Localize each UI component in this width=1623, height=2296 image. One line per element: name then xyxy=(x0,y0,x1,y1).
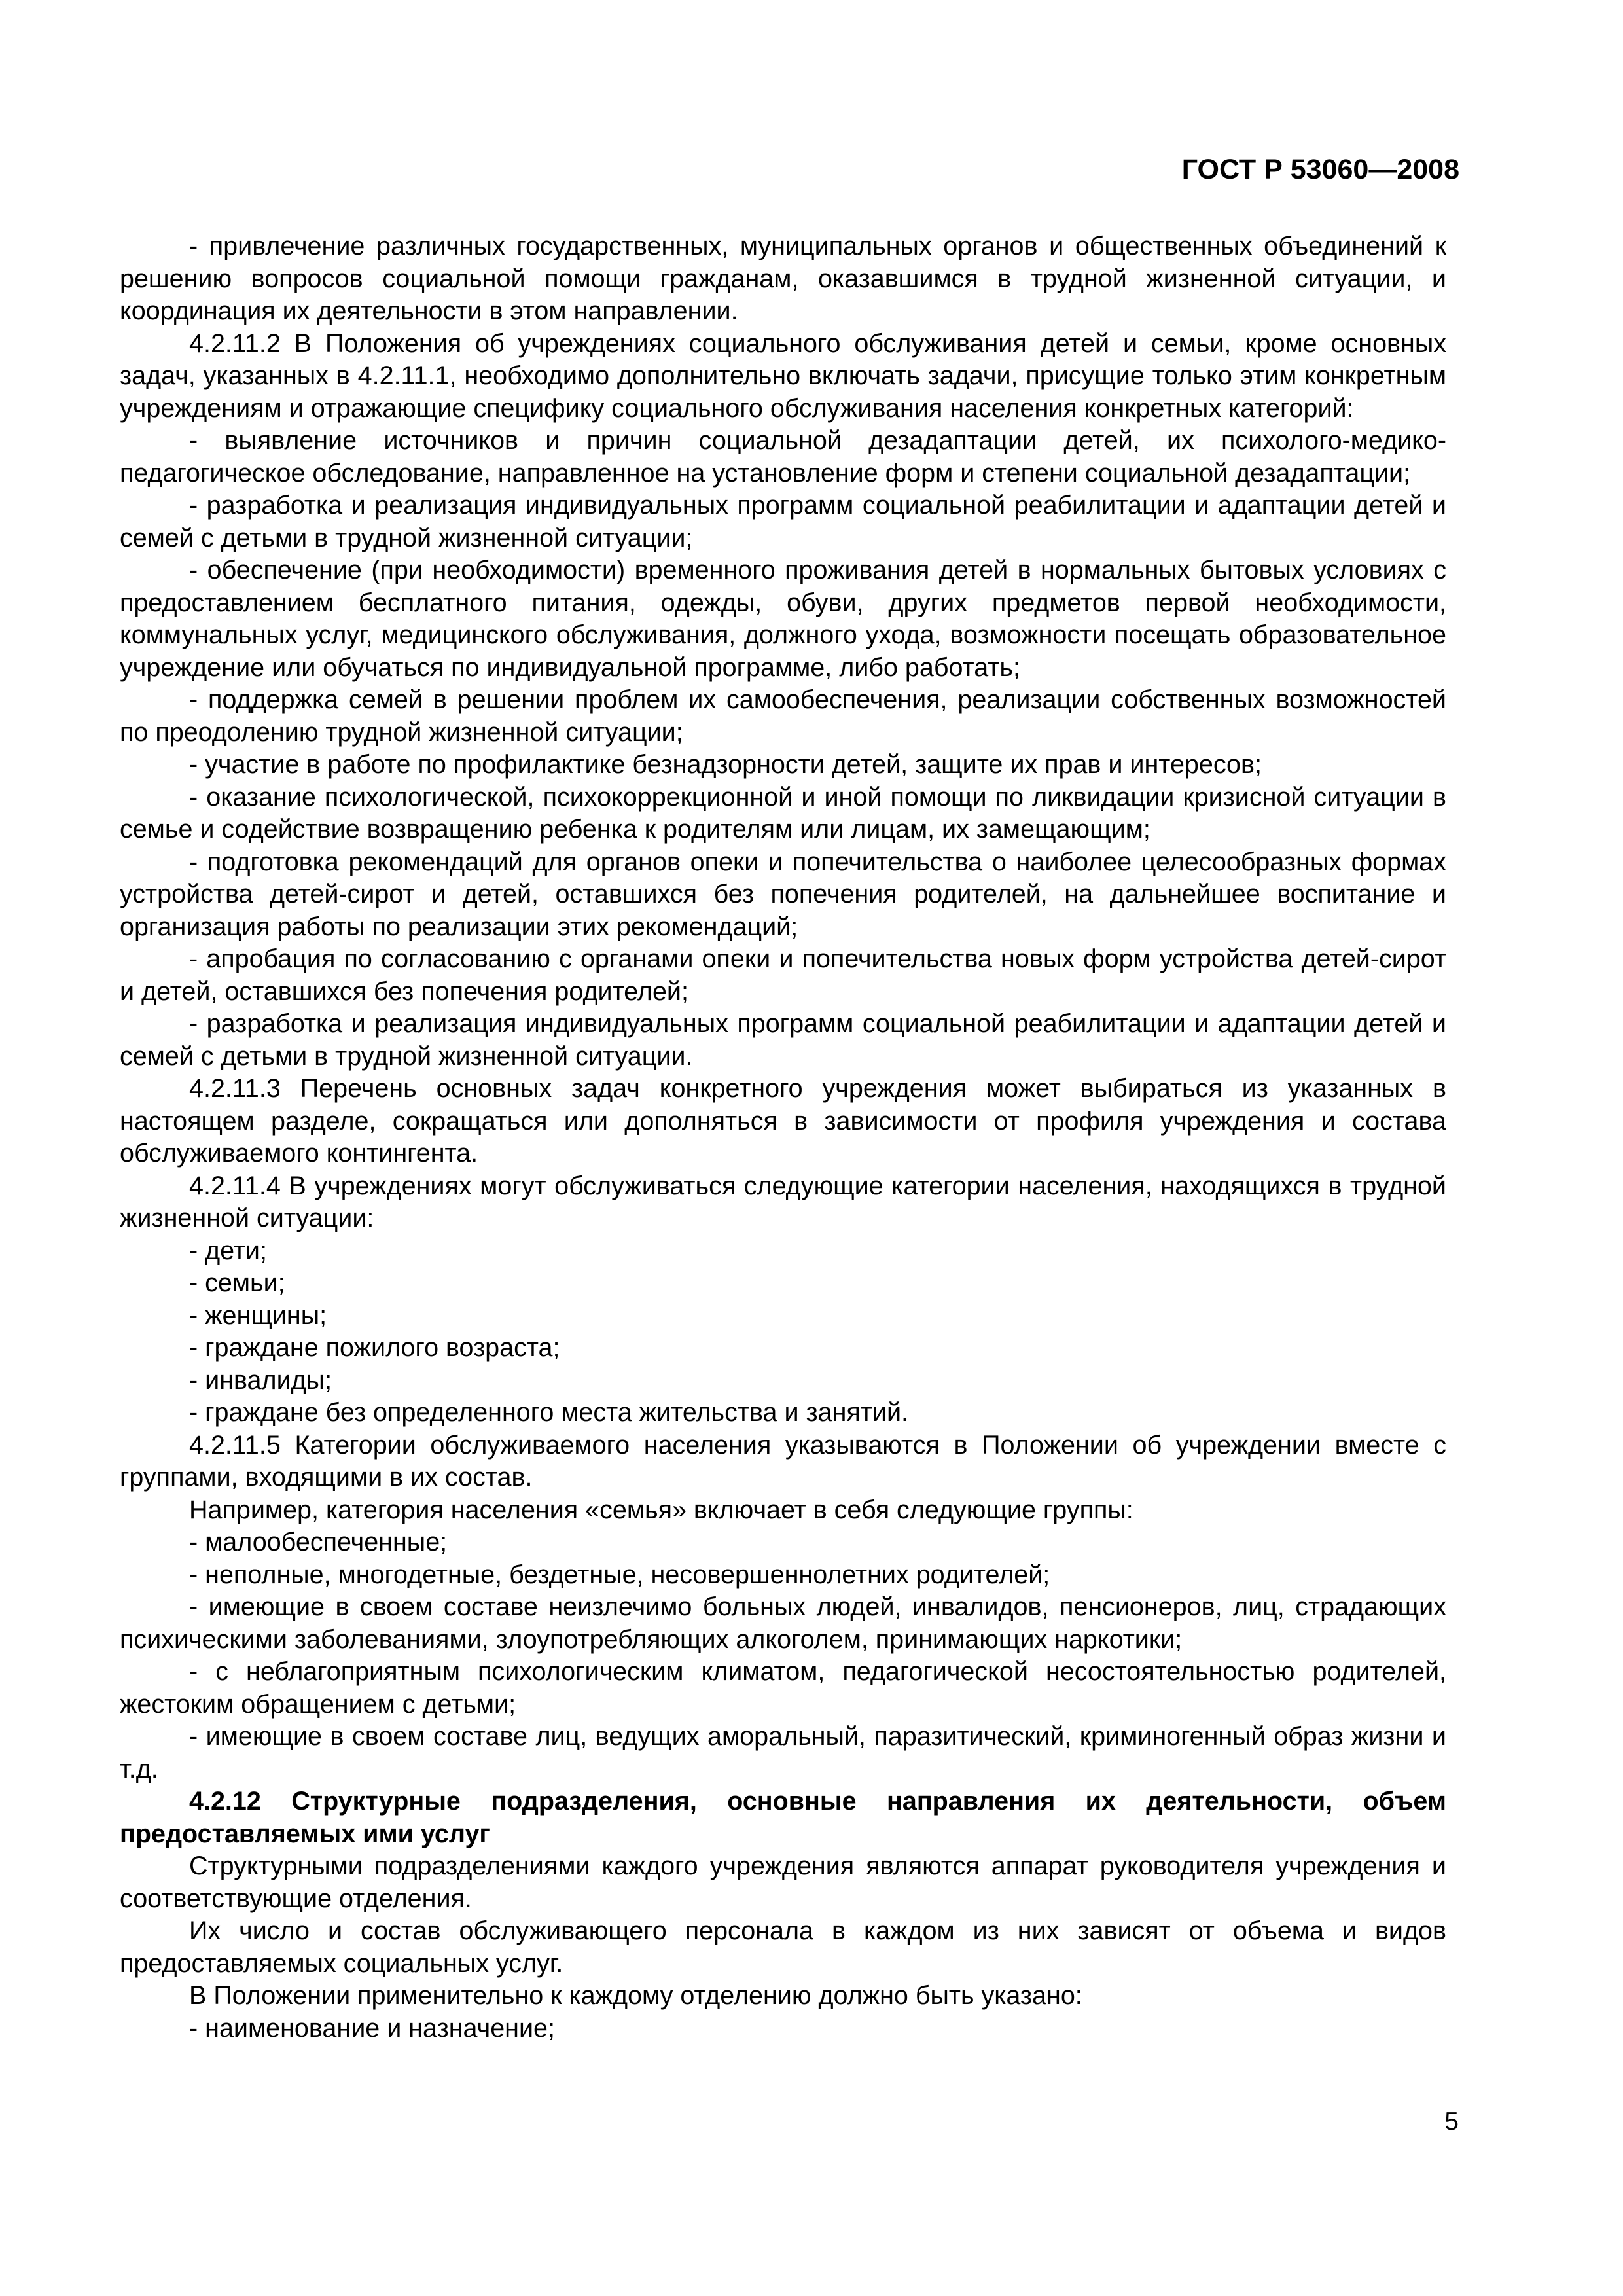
paragraph: - разработка и реализация индивидуальных программ социальной реабилитации и адаптации детей и семей с детьми в трудной жизненной ситуации. xyxy=(120,1009,1446,1071)
paragraph: - разработка и реализация индивидуальных программ социальной реабилитации и адаптации детей и семей с детьми в трудной жизненной ситуации; xyxy=(120,491,1446,552)
list-item: - имеющие в своем составе лиц, ведущих аморальный, паразитический, криминогенный образ жизни и т.д. xyxy=(120,1722,1446,1784)
page-number: 5 xyxy=(1444,2108,1459,2136)
paragraph: - выявление источников и причин социальной дезадаптации детей, их психолого-медико-педагогическое обследование, направленное на установление форм и степени социальной дезадаптации; xyxy=(120,426,1446,488)
document-body xyxy=(120,230,1446,2045)
list-item: - семьи; xyxy=(189,1268,285,1297)
paragraph: - подготовка рекомендаций для органов опеки и попечительства о наиболее целесообразных формах устройства детей-сирот и детей, оставшихся без попечения родителей, на дальнейшее воспитание и организация работы по реализации этих рекомендаций; xyxy=(120,847,1446,941)
paragraph: 4.2.11.5 Категории обслуживаемого населения указываются в Положении об учреждении вместе с группами, входящими в их состав. xyxy=(120,1430,1446,1492)
list-item: - неполные, многодетные, бездетные, несовершеннолетних родителей; xyxy=(189,1560,1050,1589)
paragraph: 4.2.11.3 Перечень основных задач конкретного учреждения может выбираться из указанных в настоящем разделе, сокращаться или дополняться в зависимости от профиля учреждения и состава обслуживаемого контингента. xyxy=(120,1074,1446,1168)
paragraph: Например, категория населения «семья» включает в себя следующие группы: xyxy=(189,1495,1133,1524)
section-heading: 4.2.12 Структурные подразделения, основные направления их деятельности, объем предоставляемых ими услуг xyxy=(120,1787,1446,1848)
paragraph: - апробация по согласованию с органами опеки и попечительства новых форм устройства детей-сирот и детей, оставшихся без попечения родителей; xyxy=(120,944,1446,1006)
paragraph: 4.2.11.4 В учреждениях могут обслуживаться следующие категории населения, находящихся в трудной жизненной ситуации: xyxy=(120,1171,1446,1232)
list-item: - граждане пожилого возраста; xyxy=(189,1333,560,1362)
paragraph: - обеспечение (при необходимости) временного проживания детей в нормальных бытовых условиях с предоставлением бесплатного питания, одежды, обуви, других предметов первой необходимости, коммунальных услуг, медицинского обслуживания, должного ухода, возможности посещать образовательное учреждение или обучаться по индивидуальной программе, либо работать; xyxy=(120,556,1446,682)
paragraph: - оказание психологической, психокоррекционной и иной помощи по ликвидации кризисной ситуации в семье и содействие возвращению ребенка к родителям или лицам, их замещающим; xyxy=(120,782,1446,844)
list-item: - женщины; xyxy=(189,1300,327,1330)
paragraph: - поддержка семей в решении проблем их самообеспечения, реализации собственных возможностей по преодолению трудной жизненной ситуации; xyxy=(120,685,1446,747)
paragraph: - привлечение различных государственных, муниципальных органов и общественных объединений к решению вопросов социальной помощи гражданам, оказавшимся в трудной жизненной ситуации, и координация их деятельности в этом направлении. xyxy=(120,232,1446,325)
list-item: - инвалиды; xyxy=(189,1365,332,1395)
document-header-standard-id: ГОСТ Р 53060—2008 xyxy=(1181,154,1459,185)
paragraph: В Положении применительно к каждому отделению должно быть указано: xyxy=(189,1981,1082,2010)
paragraph: 4.2.11.2 В Положения об учреждениях социального обслуживания детей и семьи, кроме основных задач, указанных в 4.2.11.1, необходимо дополнительно включать задачи, присущие только этим конкретным учреждениям и отражающие специфику социального обслуживания населения конкретных категорий: xyxy=(120,329,1446,423)
paragraph: Структурными подразделениями каждого учреждения являются аппарат руководителя учреждения и соответствующие отделения. xyxy=(120,1852,1446,1913)
list-item: - с неблагоприятным психологическим климатом, педагогической несостоятельностью родителей, жестоким обращением с детьми; xyxy=(120,1657,1446,1719)
list-item: - наименование и назначение; xyxy=(189,2013,555,2043)
paragraph: Их число и состав обслуживающего персонала в каждом из них зависят от объема и видов предоставляемых социальных услуг. xyxy=(120,1916,1446,1978)
list-item: - малообеспеченные; xyxy=(189,1528,448,1556)
list-item: - граждане без определенного места жительства и занятий. xyxy=(189,1398,908,1427)
list-item: - дети; xyxy=(189,1236,267,1265)
list-item: - имеющие в своем составе неизлечимо больных людей, инвалидов, пенсионеров, лиц, страдающих психическими заболеваниями, злоупотребляющих алкоголем, принимающих наркотики; xyxy=(120,1592,1446,1654)
paragraph: - участие в работе по профилактике безнадзорности детей, защите их прав и интересов; xyxy=(189,750,1262,779)
